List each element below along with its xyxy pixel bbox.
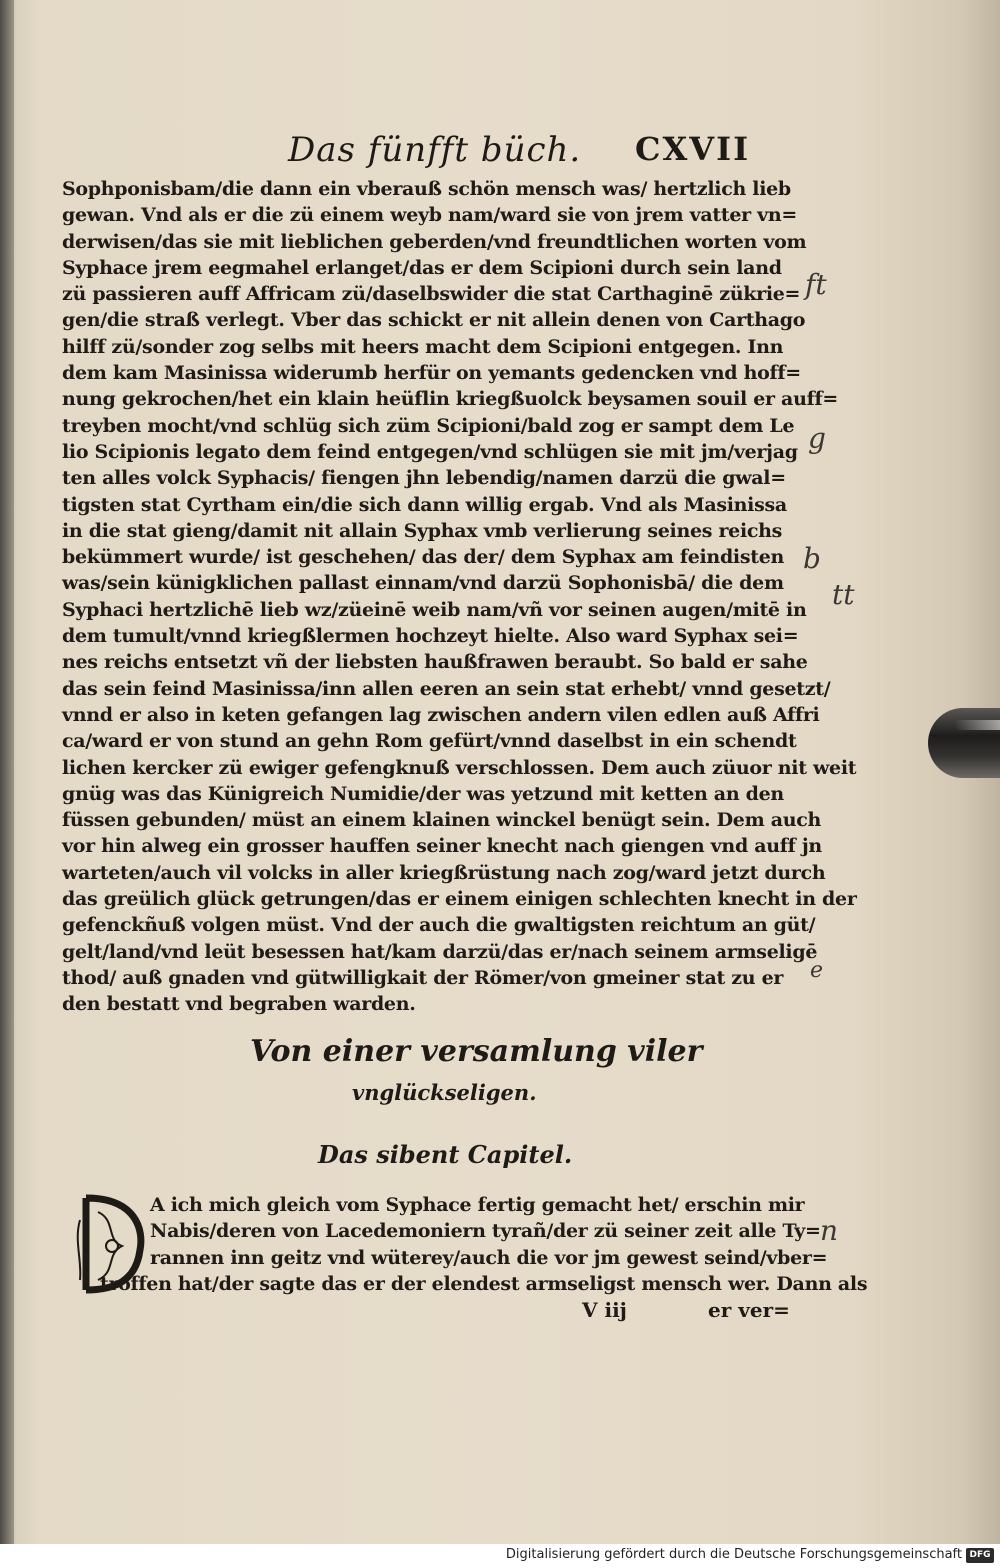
text-line: dem kam Masinissa widerumb herfür on yemants gedencken vnd hoff= [62,362,801,385]
running-title: Das fünfft büch. [288,130,582,170]
funding-notice: Digitalisierung gefördert durch die Deutsche Forschungsgemeinschaft [505,1547,962,1562]
text-line: Syphace jrem eegmahel erlanget/das er dem Scipioni durch sein land [62,256,782,279]
text-line: füssen gebunden/ müst an einem klainen winckel benügt sein. Dem auch [62,809,821,832]
text-line: derwisen/das sie mit lieblichen geberden/vnd freundtlichen worten vom [62,230,807,253]
margin-note: ft [805,268,827,301]
catchword: er ver= [708,1298,790,1322]
text-line: warteten/auch vil volcks in aller kriegßrüstung nach zog/ward jetzt durch [62,861,826,884]
text-line: gnüg was das Künigreich Numidie/der was yetzund mit ketten an den [62,782,784,805]
text-line: lichen kercker zü ewiger gefengknuß verschlossen. Dem auch züuor nit weit [62,756,857,779]
paragraph-1 [62,176,857,1018]
margin-note: b [803,542,821,575]
text-line: hilff zü/sonder zog selbs mit heers macht dem Scipioni entgegen. Inn [62,335,784,358]
text-line: ten alles volck Syphacis/ fiengen jhn lebendig/namen darzü die gwal= [62,467,786,490]
text-line: thod/ auß gnaden vnd gütwilligkait der Römer/von gmeiner stat zu er [62,966,784,989]
text-line: dem tumult/vnnd kriegßlermen hochzeyt hielte. Also ward Syphax sei= [62,625,799,648]
text-line: bekümmert wurde/ ist geschehen/ das der/ dem Syphax am feindisten [62,546,785,569]
chapter-heading: Das sibent Capitel. [318,1140,573,1169]
text-line: gelt/land/vnd leüt besessen hat/kam darzü/das er/nach seinem armseligē [62,940,818,963]
text-line: gen/die straß verlegt. Vber das schickt er nit allein denen von Carthago [62,309,806,332]
margin-note: e [810,958,824,983]
text-line: gefenckñuß volgen müst. Vnd der auch die gwaltigsten reichtum an güt/ [62,914,816,937]
text-line: das greülich glück getrungen/das er einem einigen schlechten knecht in der [62,888,857,911]
dfg-logo: DFG [966,1548,994,1563]
text-line: das sein feind Masinissa/inn allen eeren an sein stat erhebt/ vnnd gesetzt/ [62,677,831,700]
text-line: rannen inn geitz vnd wüterey/auch die vor jm gewest seind/vber= [150,1246,828,1269]
margin-note: n [820,1214,839,1247]
text-line: ca/ward er von stund an gehn Rom gefürt/vnnd daselbst in ein schendt [62,730,797,753]
margin-note: tt [832,578,855,611]
page-header [60,126,800,178]
text-line: treyben mocht/vnd schlüg sich züm Scipioni/bald zog er sampt dem Le [62,414,795,437]
text-line: lio Scipionis legato dem feind entgegen/vnd schlügen sie mit jm/verjag [62,440,798,463]
page-clip [928,708,1000,778]
footer-bar [0,1544,1000,1568]
text-line: Sophponisbam/die dann ein vberauß schön mensch was/ hertzlich lieb [62,178,791,200]
text-line: gewan. Vnd als er die zü einem weyb nam/ward sie von jrem vatter vn= [62,204,798,227]
text-line: nes reichs entsetzt vñ der liebsten haußfrawen beraubt. So bald er sahe [62,651,808,674]
text-line: vor hin alweg ein grosser hauffen seiner knecht nach giengen vnd auff jn [62,835,822,858]
page-clip-highlight [954,720,1000,730]
text-line: was/sein künigklichen pallast einnam/vnd darzü Sophonisbā/ die dem [62,572,784,595]
text-line: in die stat gieng/damit nit allain Syphax vmb verlierung seines reichs [62,519,783,542]
text-line: troffen hat/der sagte das er der elendest armseligst mensch wer. Dann als [100,1272,868,1295]
text-line: zü passieren auff Affricam zü/daselbswider die stat Carthaginē zükrie= [62,283,801,306]
signature-mark: V iij [582,1298,627,1322]
text-line: Nabis/deren von Lacedemoniern tyrañ/der zü seiner zeit alle Ty= [150,1220,821,1243]
text-line: A ich mich gleich vom Syphace fertig gemacht het/ erschin mir [150,1194,805,1216]
text-line: den bestatt vnd begraben warden. [62,993,416,1016]
margin-note: g [808,422,826,455]
text-line: Syphaci hertzlichē lieb wz/züeinē weib nam/vñ vor seinen augen/mitē in [62,598,807,621]
section-title: Von einer versamlung viler [250,1034,703,1069]
folio-number: CXVII [635,130,751,168]
paragraph-2 [100,1192,868,1297]
book-gutter [0,0,14,1544]
text-line: nung gekrochen/het ein klain heüflin kriegßuolck beysamen souil er auff= [62,388,838,411]
section-title-continued: vnglückseligen. [352,1080,537,1105]
text-line: vnnd er also in keten gefangen lag zwischen andern vilen edlen auß Affri [62,703,820,726]
text-line: tigsten stat Cyrtham ein/die sich dann willig ergab. Vnd als Masinissa [62,493,787,516]
